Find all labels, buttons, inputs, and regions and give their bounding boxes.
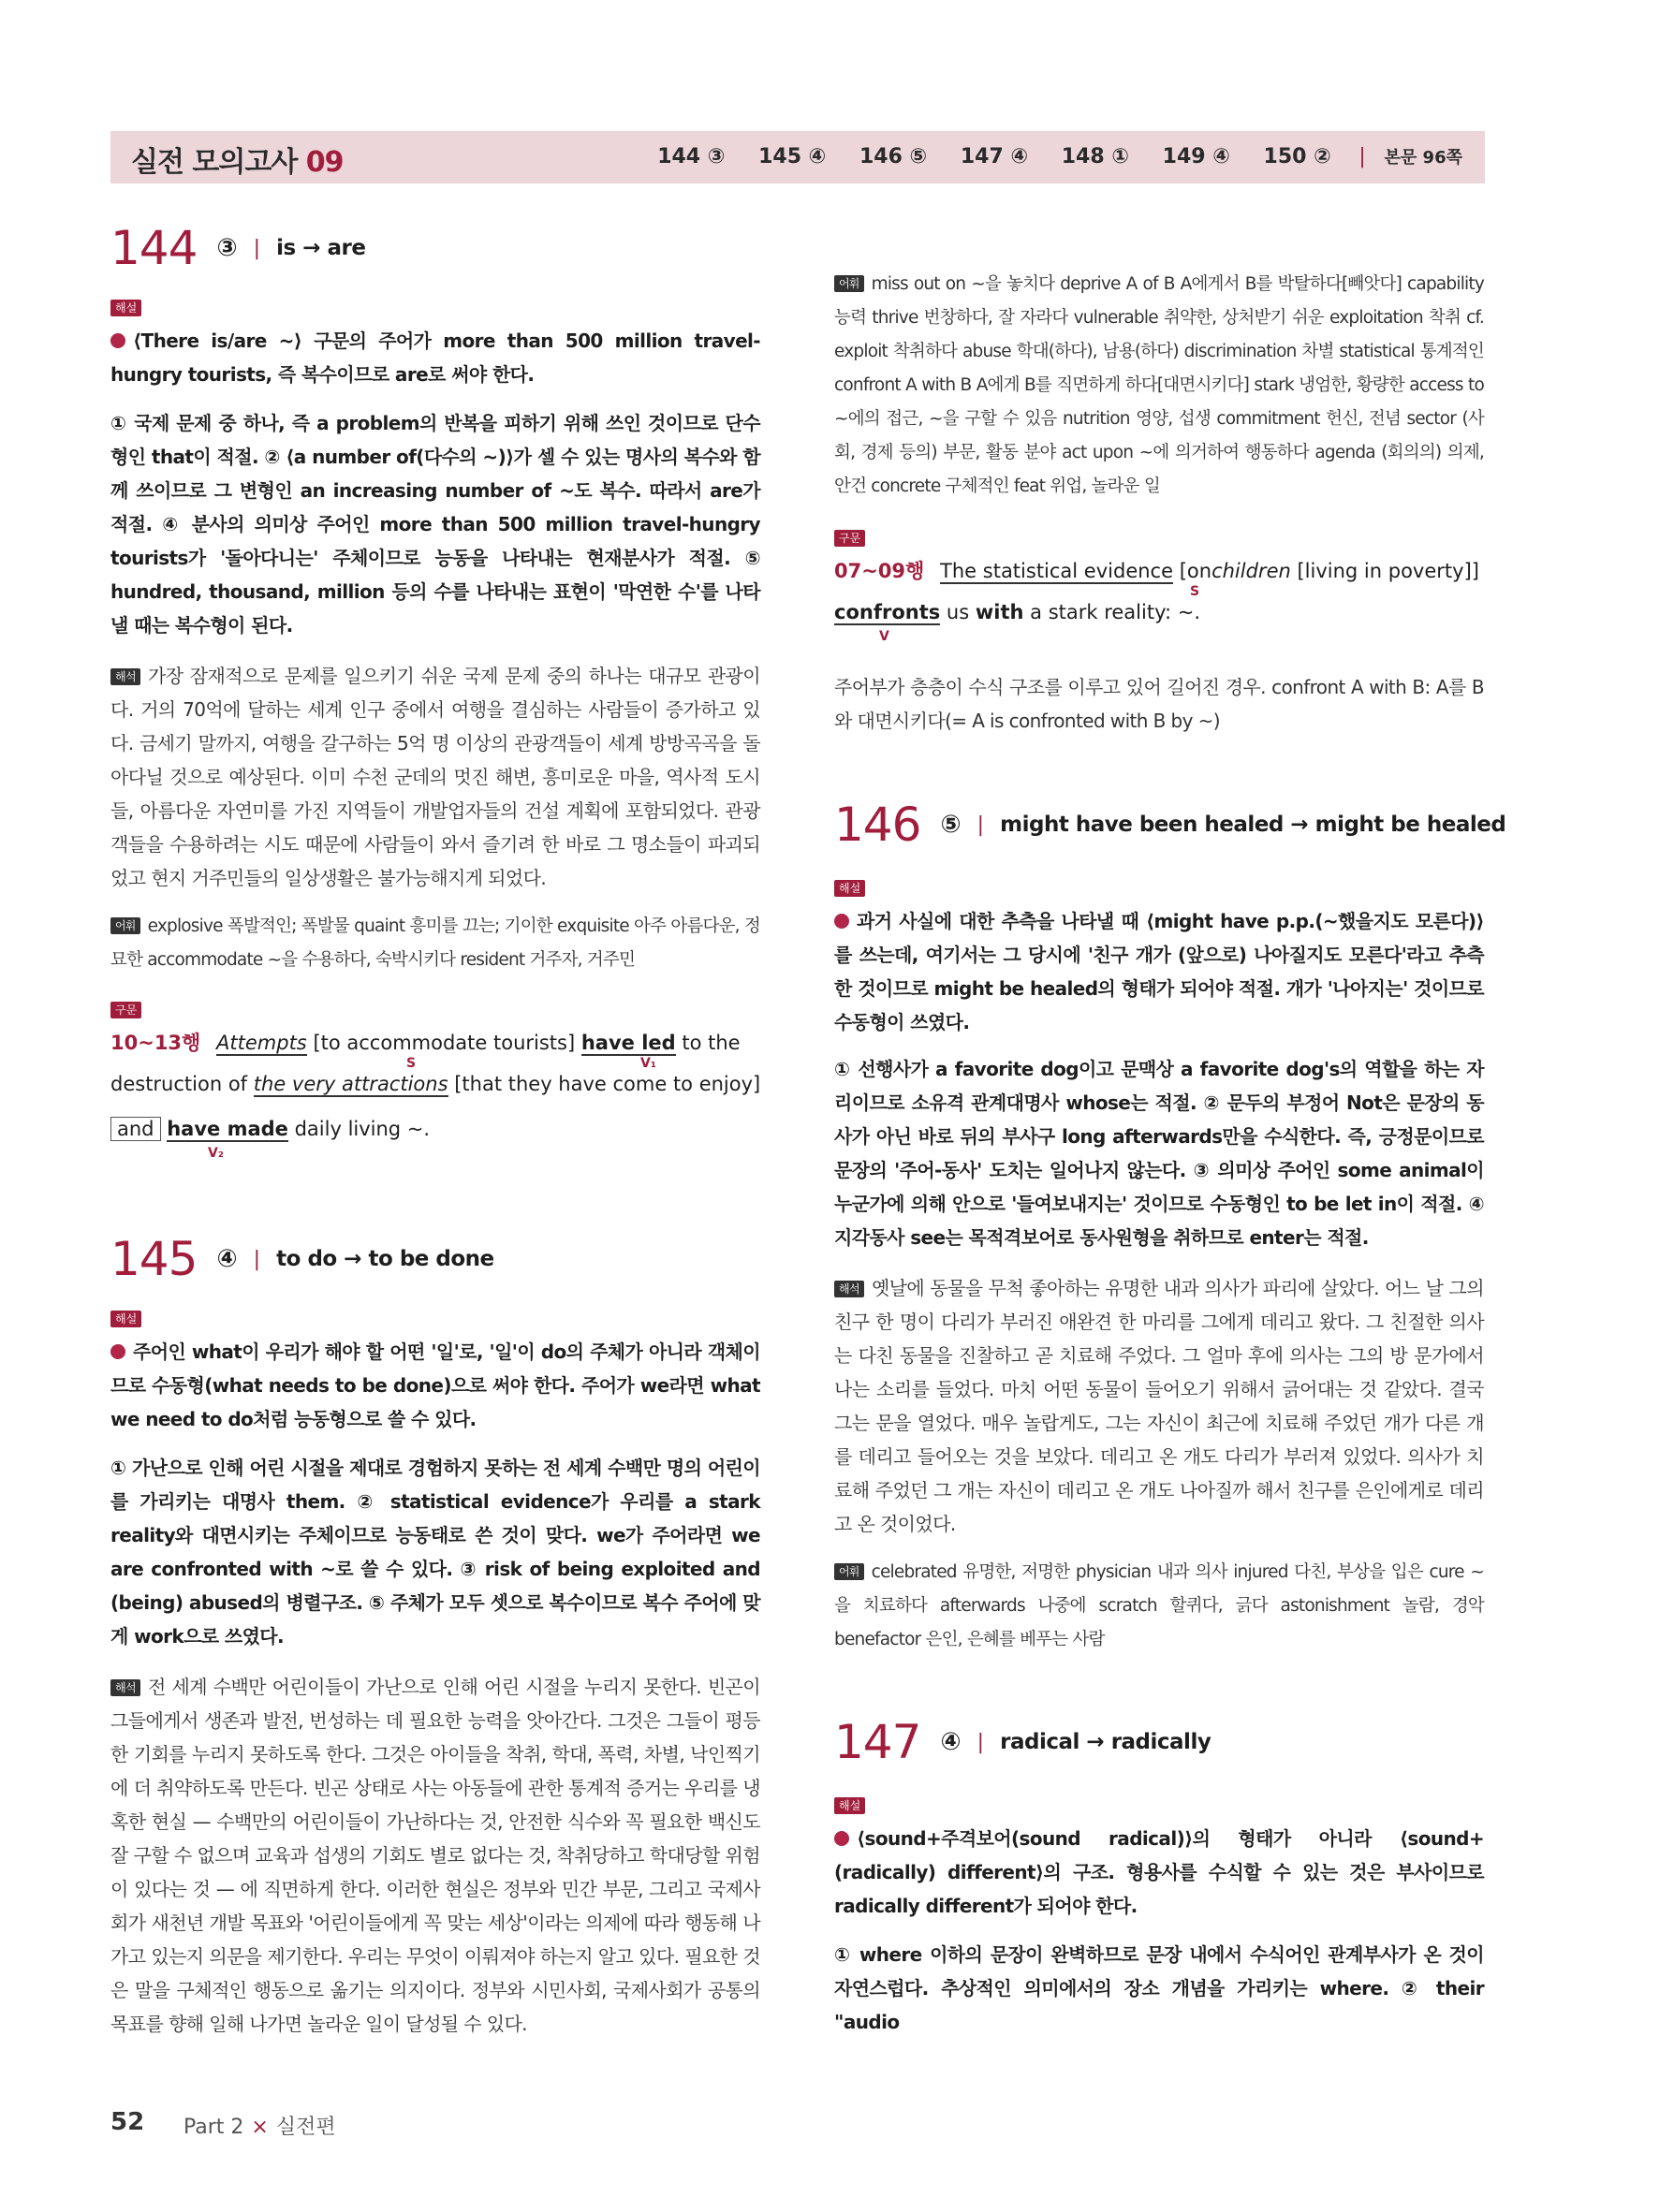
separator: | <box>976 1730 985 1754</box>
question-145-heading <box>110 1232 494 1286</box>
answer-choice: ⑤ <box>940 811 962 839</box>
subject-mark: S <box>406 1056 417 1071</box>
choice-notes: ① 선행사가 a favorite dog이고 문맥상 a favorite dog's의 역할을 하는 자리이므로 소유격 관계대명사 whose는 적절. ② 문두의 부정어 Not은 문장의 동사가 아닌 바로 뒤의 부사구 long afterwards만을 수식한다. 즉, 긍정문이므로 문장의 '주어-동사' 도치는 일어나지 않는다. ③ 의미상 주어인 some animal이 누군가에 의해 안으로 '들여보내지는' 것이므로 수동형인 to be let in이 적절. ④ 지각동사 see는 목적격보어로 동사원형을 취하므로 enter는 적절. <box>834 1058 1484 1249</box>
translation: 해석 옛날에 동물을 무척 좋아하는 유명한 내과 의사가 파리에 살았다. 어느 날 그의 친구 한 명이 다리가 부러진 애완견 한 마리를 그에게 데리고 왔다. 그 친절한 의사는 다친 동물을 진찰하고 곧 치료해 주었다. 그 얼마 후에 의사는 그의 방 문가에서 나는 소리를 들었다. 마치 어떤 동물이 들어오기 위해서 긁어대는 것 같았다. 결국 그는 문을 열었다. 매우 놀랍게도, 그는 자신이 최근에 치료해 주었던 개가 다른 개를 데리고 들어오는 것을 보았다. 데리고 온 개도 다리가 부러져 있었다. 의사가 치료해 주었던 그 개는 자신이 데리고 온 개도 나아질까 해서 친구를 은인에게로 데리고 온 것이었다. <box>834 1277 1484 1535</box>
explanation: ⟨There is/are ~⟩ 구문의 주어가 more than 500 million travel-hungry tourists, 즉 복수이므로 are로 써야 한다. <box>110 330 760 386</box>
answer-choice: ④ <box>216 1245 238 1273</box>
answer-item: 146 ⑤ <box>859 145 928 168</box>
structure-note: 주어부가 층층이 수식 구조를 이루고 있어 길어진 경우. confront A with B: A를 B와 대면시키다(= A is confronted with B by ~) <box>834 676 1484 732</box>
title-main: 실전 모의고사 <box>131 146 298 179</box>
page-number: 52 <box>110 2108 145 2136</box>
answer-item: 147 ④ <box>960 145 1029 168</box>
vocab-tag: 어휘 <box>834 1563 864 1580</box>
verb-mark: V₁ <box>640 1056 656 1071</box>
translation-tag: 해석 <box>110 1679 140 1696</box>
explain-tag: 해설 <box>110 1311 141 1327</box>
page-title <box>131 139 344 180</box>
answer-key <box>631 144 1462 168</box>
structure-tag: 구문 <box>110 1002 141 1018</box>
answer-item: 145 ④ <box>758 145 827 168</box>
choice-notes: ① 국제 문제 중 하나, 즉 a problem의 반복을 피하기 위해 쓰인 것이므로 단수형인 that이 적절. ② ⟨a number of(다수의 ~)⟩가 셀 수 있는 명사의 복수와 함께 쓰이므로 그 변형인 an increasing number of ~도 복수. 따라서 are가 적절. ④ 분사의 의미상 주어인 more than 500 million travel-hungry tourists가 '돌아다니는' 주체이므로 능동을 나타내는 현재분사가 적절. ⑤ hundred, thousand, million 등의 수를 나타내는 표현이 '막연한 수'를 나타낼 때는 복수형이 된다. <box>110 412 760 637</box>
answer-item: 150 ② <box>1263 145 1331 168</box>
answer-choice: ③ <box>216 234 238 262</box>
correction: might have been healed → might be healed <box>1000 813 1506 837</box>
vocab-tag: 어휘 <box>834 275 864 292</box>
explain-tag: 해설 <box>834 880 865 897</box>
structure-line-2: confronts us with a stark reality: ~. <box>834 601 1200 623</box>
explanation: ⟨sound+주격보어(sound radical)⟩의 형태가 아니라 ⟨sound+(radically) different⟩의 구조. 형용사를 수식할 수 있는 것은 부사이므로 radically different가 되어야 한다. <box>834 1827 1484 1917</box>
structure-line-3: and have made daily living ~. <box>110 1118 760 1140</box>
question-number: 145 <box>110 1232 198 1286</box>
explain-tag: 해설 <box>834 1797 865 1814</box>
answer-item: 144 ③ <box>657 145 726 168</box>
structure-line-1: 10~13행 Attempts [to accommodate tourists] have led to the <box>110 1032 741 1054</box>
question-number: 147 <box>834 1715 921 1769</box>
question-147-heading <box>834 1715 1211 1769</box>
question-number: 144 <box>110 221 198 275</box>
bullet-icon <box>834 914 849 929</box>
structure-tag: 구문 <box>834 530 865 547</box>
correction: is → are <box>276 236 366 260</box>
bullet-icon <box>834 1831 849 1846</box>
translation-tag: 해석 <box>110 668 140 685</box>
answer-item: 149 ④ <box>1162 145 1230 168</box>
answer-item: 148 ① <box>1061 145 1129 168</box>
vocabulary: 어휘 explosive 폭발적인; 폭발물 quaint 흥미를 끄는; 기이한 exquisite 아주 아름다운, 정묘한 accommodate ~을 수용하다, 숙박시키다 resident 거주자, 거주민 <box>110 916 760 970</box>
separator: | <box>976 813 985 837</box>
bullet-icon <box>110 333 125 348</box>
explain-tag: 해설 <box>110 300 141 316</box>
footer-section: Part 2 × 실전편 <box>184 2116 336 2139</box>
correction: radical → radically <box>1000 1730 1211 1754</box>
vocabulary: 어휘 celebrated 유명한, 저명한 physician 내과 의사 injured 다친, 부상을 입은 cure ~을 치료하다 afterwards 나중에 scratch 할퀴다, 긁다 astonishment 놀람, 경악 benefactor 은인, 은혜를 베푸는 사람 <box>834 1562 1484 1649</box>
choice-notes: ① where 이하의 문장이 완벽하므로 문장 내에서 수식어인 관계부사가 온 것이 자연스럽다. 추상적인 의미에서의 장소 개념을 가리키는 where. ② their "audio <box>834 1943 1484 2033</box>
vocabulary: 어휘 miss out on ~을 놓치다 deprive A of B A에게서 B를 박탈하다[빼앗다] capability 능력 thrive 번창하다, 잘 자라다 vulnerable 취약한, 상처받기 쉬운 exploitation 착취 cf. exploit 착취하다 abuse 학대(하다), 남용(하다) discrimination 차별 statistical 통계적인 confront A with B A에게 B를 직면하게 하다[대면시키다] stark 냉엄한, 황량한 access to ~에의 접근, ~을 구할 수 있음 nutrition 영양, 섭생 commitment 헌신, 전념 sector (사회, 경제 등의) 부문, 활동 분야 act upon ~에 의거하여 행동하다 agenda (회의의) 의제, 안건 concrete 구체적인 feat 위업, 놀라운 일 <box>834 274 1484 496</box>
question-146-heading <box>834 798 1505 852</box>
question-144-heading <box>110 221 365 275</box>
bullet-icon <box>110 1344 125 1359</box>
choice-notes: ① 가난으로 인해 어린 시절을 제대로 경험하지 못하는 전 세계 수백만 명의 어린이를 가리키는 대명사 them. ② statistical evidence가 우리를 a stark reality와 대면시키는 주체이므로 능동태로 쓴 것이 맞다. we가 주어라면 we are confronted with ~로 쓸 수 있다. ③ risk of being exploited and (being) abused의 병렬구조. ⑤ 주체가 모두 셋으로 복수이므로 복수 주어에 맞게 work으로 쓰였다. <box>110 1457 760 1648</box>
verb-mark: V₂ <box>208 1146 224 1161</box>
explanation: 주어인 what이 우리가 해야 할 어떤 '일'로, '일'이 do의 주체가 아니라 객체이므로 수동형(what needs to be done)으로 써야 한다. 주어가 we라면 what we need to do처럼 능동형으로 쓸 수 있다. <box>110 1340 760 1430</box>
verb-mark: V <box>879 629 889 644</box>
question-number: 146 <box>834 798 921 852</box>
vocab-tag: 어휘 <box>110 917 140 934</box>
separator: | <box>253 1247 261 1271</box>
translation: 해석 전 세계 수백만 어린이들이 가난으로 인해 어린 시절을 누리지 못한다. 빈곤이 그들에게서 생존과 발전, 번성하는 데 필요한 능력을 앗아간다. 그것은 그들이 평등한 기회를 누리지 못하도록 한다. 그것은 아이들을 착취, 학대, 폭력, 차별, 낙인찍기에 더 취약하도록 만든다. 빈곤 상태로 사는 아동들에 관한 통계적 증거는 우리를 냉혹한 현실 — 수백만의 어린이들이 가난하다는 것, 안전한 식수와 꼭 필요한 백신도 잘 구할 수 없으며 교육과 섭생의 기회도 별로 없다는 것, 착취당하고 학대당할 위험이 있다는 것 — 에 직면하게 한다. 이러한 현실은 정부와 민간 부문, 그리고 국제사회가 새천년 개발 목표와 '어린이들에게 꼭 맞는 세상'이라는 의제에 따라 행동해 나가고 있는지 의문을 제기한다. 우리는 무엇이 이뤄져야 하는지 알고 있다. 필요한 것은 말을 구체적인 행동으로 옮기는 의지이다. 정부와 시민사회, 국제사회가 공통의 목표를 향해 일해 나가면 놀라운 일이 달성될 수 있다. <box>110 1676 760 2035</box>
separator: | <box>1358 145 1366 168</box>
translation: 해석 가장 잠재적으로 문제를 일으키기 쉬운 국제 문제 중의 하나는 대규모 관광이다. 거의 70억에 달하는 세계 인구 중에서 여행을 결심하는 사람들이 증가하고 있다. 금세기 말까지, 여행을 갈구하는 5억 명 이상의 관광객들이 세계 방방곡곡을 돌아다닐 것으로 예상된다. 이미 수천 군데의 멋진 해변, 흥미로운 마을, 역사적 도시들, 아름다운 자연미를 가진 지역들이 개발업자들의 건설 계획에 포함되었다. 관광객들을 수용하려는 시도 때문에 사람들이 와서 즐기려 한 바로 그 명소들이 파괴되었고 현지 거주민들의 일상생활은 불가능해지게 되었다. <box>110 665 760 889</box>
structure-line-2: destruction of the very attractions [that they have come to enjoy] <box>110 1073 761 1095</box>
header-bar <box>110 131 1485 183</box>
structure-line-1: 07~09행 The statistical evidence [onchildren [living in poverty]] <box>834 560 1479 582</box>
page-reference: 본문 96쪽 <box>1384 148 1462 168</box>
translation-tag: 해석 <box>834 1281 864 1297</box>
explanation: 과거 사실에 대한 추측을 나타낼 때 ⟨might have p.p.(~했을지도 모른다)⟩를 쓰는데, 여기서는 그 당시에 '친구 개가 (앞으로) 나아질지도 모른다'라고 추측한 것이므로 might be healed의 형태가 되어야 적절. 개가 '나아지는' 것이므로 수동형이 쓰였다. <box>834 910 1484 1033</box>
title-number: 09 <box>305 146 344 179</box>
subject-mark: S <box>1190 584 1200 599</box>
correction: to do → to be done <box>276 1247 494 1271</box>
separator: | <box>253 236 261 260</box>
answer-choice: ④ <box>940 1728 962 1756</box>
